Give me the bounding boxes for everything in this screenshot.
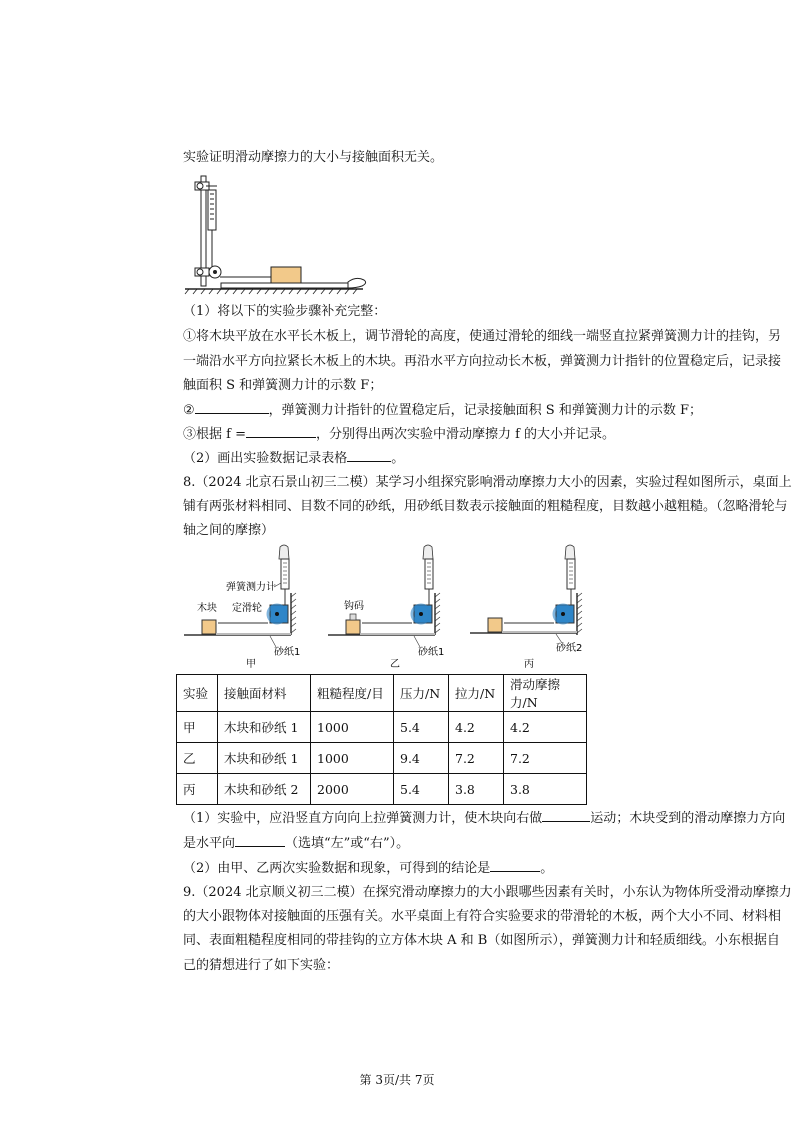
q7-step3-prefix: ③根据 f =	[183, 427, 246, 442]
q8-line1: 8.（2024 北京石景山初三二模）某学习小组探究影响滑动摩擦力大小的因素，实验过程如图所示，桌面上	[183, 475, 792, 490]
q8-sub2	[183, 857, 763, 880]
q7-step1-line3: 触面积 S 和弹簧测力计的示数 F；	[183, 378, 383, 393]
table-cell: 木块和砂纸 1	[218, 743, 311, 774]
q8-line2: 铺有两张材料相同、目数不同的砂纸，用砂纸目数表示接触面的粗糙程度，目数越小越粗糙。（忽略滑轮与	[183, 499, 788, 514]
answer-blank[interactable]	[542, 807, 590, 822]
label-sandpaper-2: 砂纸2	[556, 643, 583, 654]
table-header: 实验	[177, 675, 218, 712]
q7-step3-text: ，分别得出两次实验中滑动摩擦力 f 的大小并记录。	[315, 427, 616, 442]
table-row	[177, 712, 587, 743]
q7-part2-end: 。	[391, 451, 405, 466]
label-spring-scale: 弹簧测力计	[226, 582, 276, 593]
label-weight: 钩码	[344, 601, 364, 612]
q8-sub1-text-b: 运动；木块受到的滑动摩擦力方向	[590, 811, 786, 826]
q8-sub1-line1	[183, 807, 786, 830]
q8-sub1-text-c: 是水平向	[183, 836, 236, 851]
table-cell: 木块和砂纸 2	[218, 774, 311, 805]
table-header: 拉力/N	[449, 675, 504, 712]
label-sandpaper-1: 砂纸1	[418, 647, 445, 658]
answer-blank[interactable]	[235, 832, 285, 847]
label-sandpaper-1: 砂纸1	[274, 647, 301, 658]
answer-blank[interactable]	[195, 399, 269, 414]
caption-jia: 甲	[246, 659, 256, 670]
table-cell: 4.2	[449, 712, 504, 743]
table-cell: 乙	[177, 743, 218, 774]
figure-stand-apparatus	[183, 172, 373, 297]
answer-blank[interactable]	[490, 857, 540, 872]
experiment-yi	[328, 545, 444, 670]
answer-blank[interactable]	[246, 423, 316, 438]
q8-sub2-text-b: 。	[540, 861, 554, 876]
table-cell: 9.4	[394, 743, 449, 774]
table-header-row	[177, 675, 587, 712]
q8-data-table	[176, 674, 587, 805]
table-header: 压力/N	[394, 675, 449, 712]
q8-sub2-text-a: （2）由甲、乙两次实验数据和现象，可得到的结论是	[183, 861, 491, 876]
q9-line3: 同、表面粗糙程度相同的带挂钩的立方体木块 A 和 B（如图所示），弹簧测力计和轻质细线。小东根据自	[183, 933, 780, 948]
table-row	[177, 743, 587, 774]
table-cell: 7.2	[504, 743, 587, 774]
answer-blank[interactable]	[347, 447, 391, 462]
table-cell: 丙	[177, 774, 218, 805]
table-cell: 3.8	[504, 774, 587, 805]
table-header: 接触面材料	[218, 675, 311, 712]
page-number: 第 3页/共 7页	[359, 1073, 435, 1087]
table-row	[177, 774, 587, 805]
q8-line3: 轴之间的摩擦）	[183, 523, 275, 538]
table-cell: 2000	[311, 774, 394, 805]
q7-part2-text: （2）画出实验数据记录表格	[183, 451, 348, 466]
caption-bing: 丙	[524, 659, 534, 670]
q9-line4: 己的猜想进行了如下实验：	[183, 958, 340, 973]
q8-sub1-text-d: （选填“左”或“右”）。	[285, 836, 410, 851]
q7-step2-prefix: ②	[183, 403, 195, 418]
table-cell: 7.2	[449, 743, 504, 774]
table-header: 滑动摩擦力/N	[504, 675, 587, 712]
q7-step1-line2: 一端沿水平方向拉紧长木板上的木块。再沿水平方向拉动长木板，弹簧测力计指针的位置稳定后，记录接	[183, 354, 782, 369]
label-block: 木块	[197, 603, 217, 614]
q7-part2	[183, 447, 763, 470]
experiment-jia	[184, 545, 300, 670]
caption-yi: 乙	[390, 659, 400, 670]
experiment-bing	[470, 545, 582, 670]
table-header: 粗糙程度/目	[311, 675, 394, 712]
q8-sub1-line2	[183, 832, 763, 855]
table-cell: 1000	[311, 712, 394, 743]
q7-part1: （1）将以下的实验步骤补充完整：	[183, 304, 387, 319]
label-pulley: 定滑轮	[232, 603, 262, 614]
table-cell: 3.8	[449, 774, 504, 805]
q7-step3	[183, 423, 763, 446]
table-cell: 4.2	[504, 712, 587, 743]
table-cell: 甲	[177, 712, 218, 743]
q8-sub1-text-a: （1）实验中，应沿竖直方向向上拉弹簧测力计，使木块向右做	[183, 811, 543, 826]
figure-q8-experiments	[180, 543, 620, 671]
table-cell: 5.4	[394, 774, 449, 805]
q9-line2: 的大小跟物体对接触面的压强有关。水平桌面上有符合实验要求的带滑轮的木板，两个大小不同、材料相	[183, 909, 782, 924]
table-cell: 1000	[311, 743, 394, 774]
intro-text: 实验证明滑动摩擦力的大小与接触面积无关。	[183, 150, 444, 165]
q7-step1-line1: ①将木块平放在水平长木板上，调节滑轮的高度，使通过滑轮的细线一端竖直拉紧弹簧测力计的挂钩，另	[183, 329, 782, 344]
q7-step2-text: ，弹簧测力计指针的位置稳定后，记录接触面积 S 和弹簧测力计的示数 F；	[268, 403, 702, 418]
table-cell: 木块和砂纸 1	[218, 712, 311, 743]
q9-line1: 9.（2024 北京顺义初三二模）在探究滑动摩擦力的大小跟哪些因素有关时，小东认为物体所受滑动摩擦力	[183, 885, 792, 900]
q7-step2	[183, 399, 763, 422]
table-cell: 5.4	[394, 712, 449, 743]
